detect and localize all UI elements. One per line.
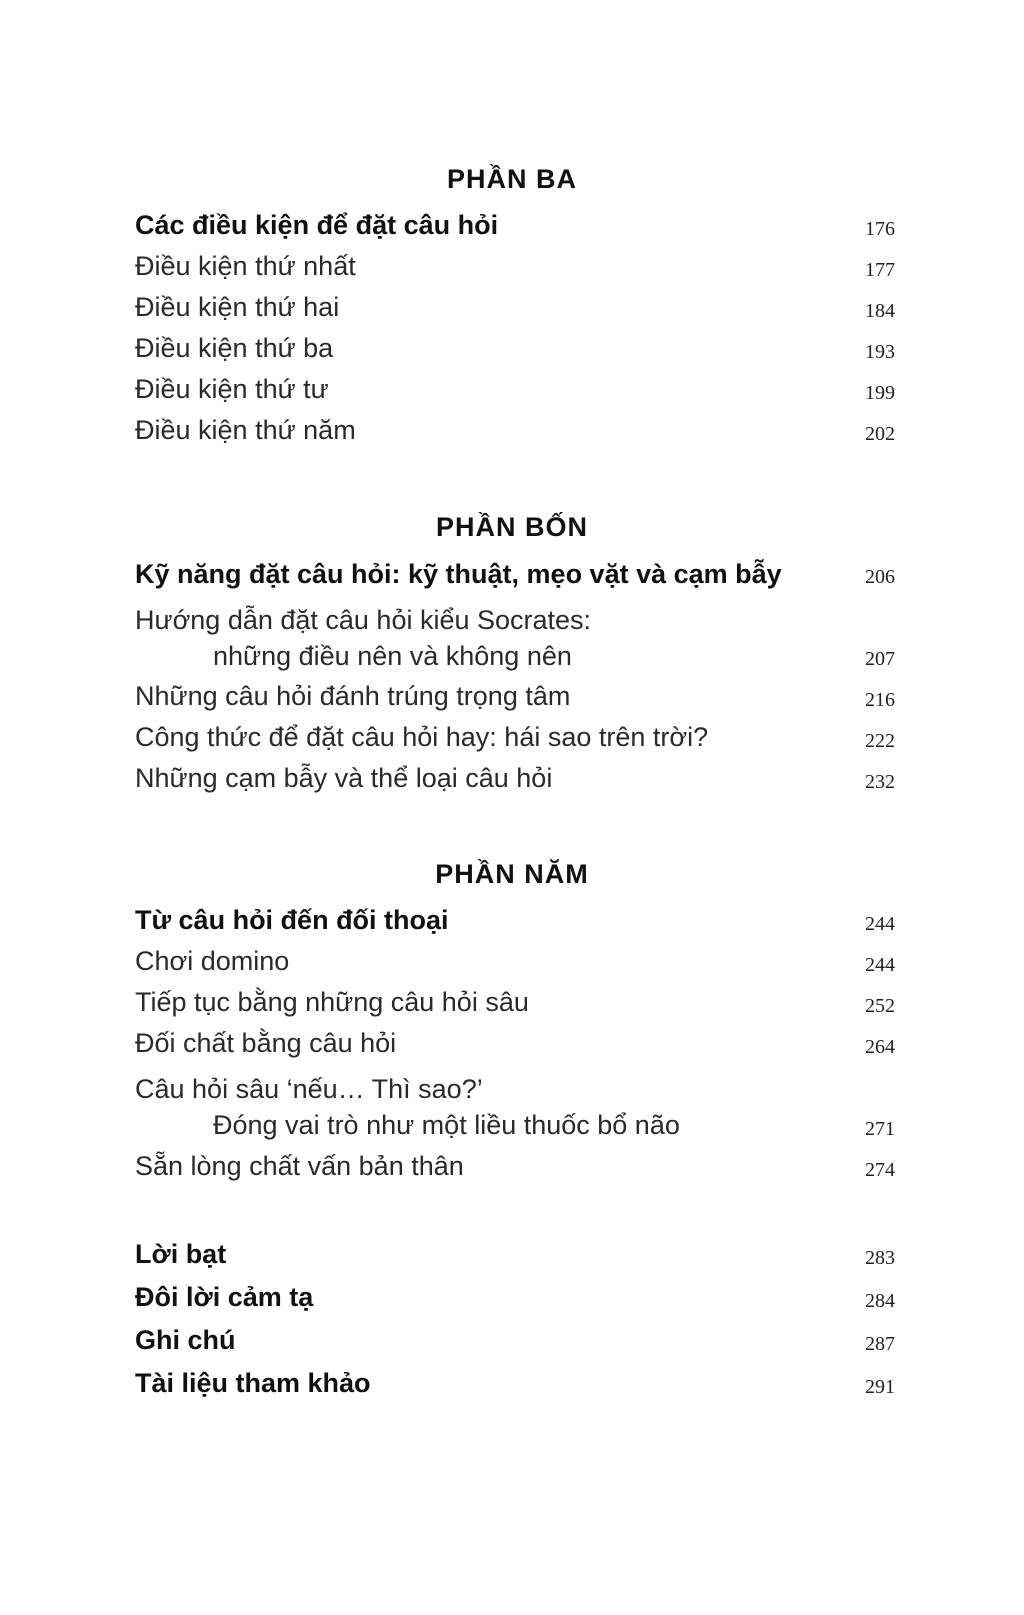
page-number: 274	[865, 1159, 895, 1181]
chapter-title: Các điều kiện để đặt câu hỏi	[135, 210, 499, 240]
page-number: 283	[865, 1247, 895, 1269]
page-number: 193	[865, 341, 895, 363]
toc-entry: Những cạm bẫy và thể loại câu hỏi	[135, 763, 553, 793]
page-number: 176	[865, 218, 895, 240]
back-matter-entry: Đôi lời cảm tạ	[135, 1282, 314, 1312]
toc-entry-line1: Câu hỏi sâu ‘nếu… Thì sao?’	[135, 1074, 483, 1104]
toc-entry: Tiếp tục bằng những câu hỏi sâu	[135, 987, 529, 1017]
toc-entry: Điều kiện thứ nhất	[135, 251, 356, 281]
toc-entry: Công thức để đặt câu hỏi hay: hái sao trên trời?	[135, 722, 709, 752]
page-number: 284	[865, 1290, 895, 1312]
chapter-title: Từ câu hỏi đến đối thoại	[135, 905, 449, 935]
toc-entry-line2: những điều nên và không nên	[213, 641, 572, 671]
toc-entry-line1: Hướng dẫn đặt câu hỏi kiểu Socrates:	[135, 605, 592, 635]
page-number: 206	[865, 566, 895, 588]
page-number: 244	[865, 913, 895, 935]
page-number: 264	[865, 1036, 895, 1058]
toc-entry: Điều kiện thứ hai	[135, 292, 340, 322]
page-number: 291	[865, 1376, 895, 1398]
page-number: 207	[865, 648, 895, 670]
back-matter-entry: Ghi chú	[135, 1325, 236, 1355]
toc-entry: Điều kiện thứ tư	[135, 374, 329, 404]
page-number: 252	[865, 995, 895, 1017]
back-matter-entry: Lời bạt	[135, 1239, 227, 1269]
page-number: 287	[865, 1333, 895, 1355]
toc-entry: Sẵn lòng chất vấn bản thân	[135, 1151, 464, 1181]
toc-entry: Điều kiện thứ ba	[135, 333, 334, 363]
page-number: 244	[865, 954, 895, 976]
page-number: 216	[865, 689, 895, 711]
toc-entry: Chơi domino	[135, 946, 290, 976]
part-heading-3: PHẦN BA	[446, 164, 577, 194]
page-number: 232	[865, 771, 895, 793]
toc-entry: Điều kiện thứ năm	[135, 415, 356, 445]
part-heading-4: PHẦN BỐN	[435, 512, 588, 542]
page-number: 184	[865, 300, 895, 322]
toc-entry: Những câu hỏi đánh trúng trọng tâm	[135, 681, 571, 711]
page-number: 199	[865, 382, 895, 404]
part-heading-5: PHẦN NĂM	[435, 859, 589, 889]
toc-entry: Đối chất bằng câu hỏi	[135, 1028, 397, 1058]
page-number: 271	[865, 1118, 895, 1140]
back-matter-entry: Tài liệu tham khảo	[135, 1368, 371, 1398]
page-number: 222	[865, 730, 895, 752]
toc-entry-line2: Đóng vai trò như một liều thuốc bổ não	[213, 1110, 680, 1140]
chapter-title: Kỹ năng đặt câu hỏi: kỹ thuật, mẹo vặt và cạm bẫy	[135, 559, 782, 589]
page-number: 177	[865, 259, 895, 281]
page-number: 202	[865, 423, 895, 445]
